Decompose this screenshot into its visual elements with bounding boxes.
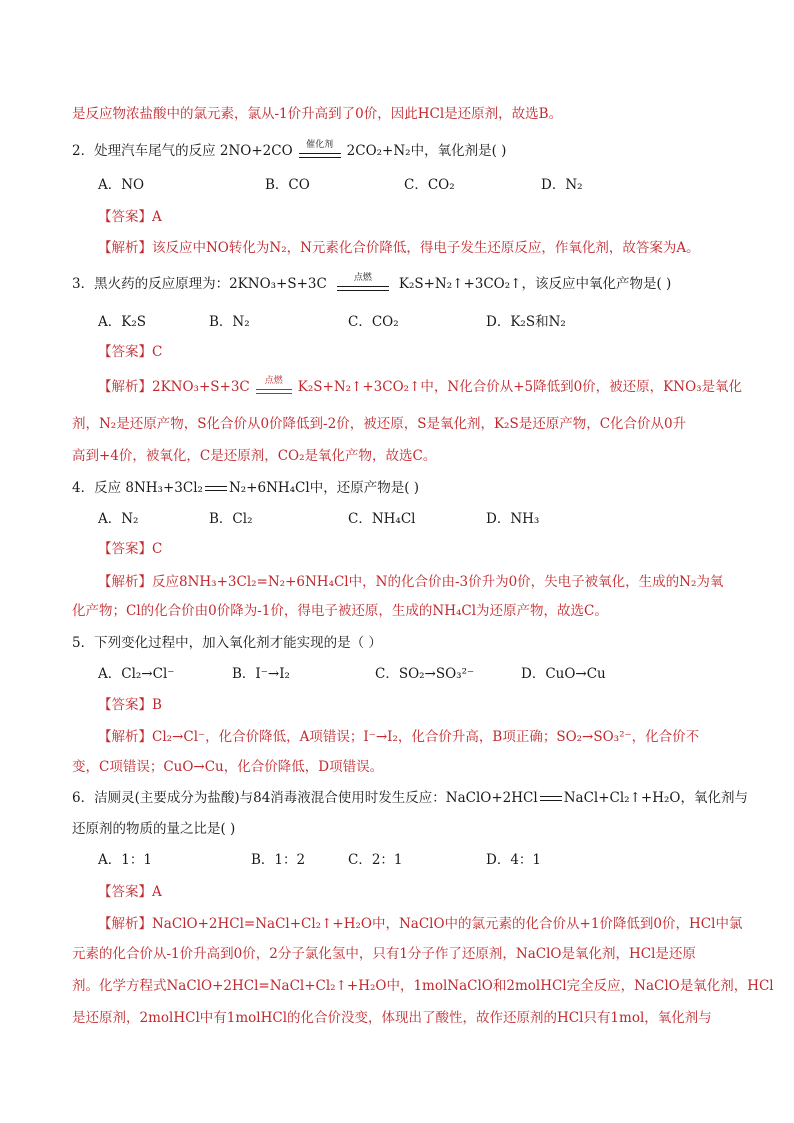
- q3-explanation-line-1: [98, 375, 743, 398]
- q4-explanation-line-2: 化产物；Cl的化合价由0价降为-1价，得电子被还原，生成的NH₄Cl为还原产物，故选C。: [72, 603, 608, 619]
- q6-answer: 【答案】A: [98, 884, 162, 900]
- option-a[interactable]: A．Cl₂→Cl⁻: [98, 666, 175, 682]
- q6-explanation-line-4: 是还原剂，2molHCl中有1molHCl的化合价没变，体现出了酸性，故作还原剂的HCl只有1mol，氧化剂与: [72, 1010, 712, 1026]
- reaction-condition-arrow: [254, 375, 294, 398]
- q2-explanation: 【解析】该反应中NO转化为N₂，N元素化合价降低，得电子发生还原反应，作氧化剂，故答案为A。: [98, 240, 700, 256]
- condition-label: 点燃: [264, 375, 283, 386]
- q3-stem-part-b: K₂S+N₂↑+3CO₂↑，该反应中氧化产物是( ): [398, 276, 672, 292]
- condition-label: 催化剂: [306, 139, 334, 150]
- q6-stem-part-a: 6．洁厕灵(主要成分为盐酸)与84消毒液混合使用时发生反应：NaClO+2HCl: [72, 790, 538, 806]
- option-b[interactable]: B．I⁻→I₂: [232, 666, 290, 682]
- condition-label: 点燃: [353, 272, 372, 283]
- question-6-stem-line-1: [72, 788, 748, 808]
- option-b[interactable]: B．1：2: [251, 852, 306, 868]
- q4-stem-part-b: N₂+6NH₄Cl中，还原产物是( ): [228, 480, 420, 496]
- option-d[interactable]: D．NH₃: [486, 511, 540, 527]
- option-b[interactable]: B．Cl₂: [209, 511, 253, 527]
- q5-explanation-line-2: 变，C项错误；CuO→Cu，化合价降低，D项错误。: [72, 759, 384, 775]
- q5-explanation-line-1: 【解析】Cl₂→Cl⁻，化合价降低，A项错误；I⁻→I₂，化合价升高，B项正确；SO₂→SO₃²⁻，化合价不: [98, 729, 700, 745]
- option-d[interactable]: D．4：1: [486, 852, 542, 868]
- q2-stem-part-b: 2CO₂+N₂中，氧化剂是( ): [346, 143, 507, 159]
- q3-exp-part-b: K₂S+N₂↑+3CO₂↑中，N化合价从+5降低到0价，被还原，KNO₃是氧化: [297, 379, 743, 395]
- intro-text: 是反应物浓盐酸中的氯元素，氯从-1价升高到了0价，因此HCl是还原剂，故选B。: [72, 106, 563, 122]
- q6-explanation-line-2: 元素的化合价从-1价升高到0价，2分子氯化氢中，只有1分子作了还原剂，NaClO是氧化剂，HCl是还原: [72, 946, 696, 962]
- q6-explanation-line-1: 【解析】NaClO+2HCl=NaCl+Cl₂↑+H₂O中，NaClO中的氯元素的化合价从+1价降低到0价，HCl中氯: [98, 916, 743, 932]
- option-c[interactable]: C．SO₂→SO₃²⁻: [375, 666, 475, 682]
- equals-sign: [205, 486, 227, 491]
- option-a[interactable]: A．1：1: [98, 852, 152, 868]
- q2-answer: 【答案】A: [98, 209, 162, 225]
- q5-answer: 【答案】B: [98, 697, 162, 713]
- option-c[interactable]: C．CO₂: [348, 314, 399, 330]
- option-a[interactable]: A．N₂: [98, 511, 139, 527]
- option-c[interactable]: C．CO₂: [404, 177, 455, 193]
- option-c[interactable]: C．2：1: [348, 852, 403, 868]
- question-4-stem: [72, 478, 732, 498]
- option-a[interactable]: A．K₂S: [98, 314, 146, 330]
- option-d[interactable]: D．CuO→Cu: [521, 666, 606, 682]
- q3-explanation-line-3: 高到+4价，被氧化，C是还原剂，CO₂是氧化产物，故选C。: [72, 448, 437, 464]
- option-d[interactable]: D．N₂: [541, 177, 583, 193]
- option-b[interactable]: B．CO: [265, 177, 310, 193]
- option-a[interactable]: A．NO: [98, 177, 145, 193]
- q3-stem-part-a: 3．黑火药的反应原理为：2KNO₃+S+3C: [72, 276, 327, 292]
- option-b[interactable]: B．N₂: [209, 314, 250, 330]
- q3-explanation-line-2: 剂，N₂是还原产物，S化合价从0价降低到-2价，被还原，S是氧化剂，K₂S是还原产物，C化合价从0升: [72, 416, 687, 432]
- q3-exp-part-a: 【解析】2KNO₃+S+3C: [98, 379, 250, 395]
- option-d[interactable]: D．K₂S和N₂: [486, 314, 566, 330]
- q2-stem-part-a: 2．处理汽车尾气的反应 2NO+2CO: [72, 143, 293, 159]
- question-5-stem: 5．下列变化过程中，加入氧化剂才能实现的是（ ）: [72, 635, 382, 651]
- q6-stem-part-b: NaCl+Cl₂↑+H₂O，氧化剂与: [563, 790, 748, 806]
- question-3-stem: [72, 274, 732, 295]
- q6-explanation-line-3: 剂。化学方程式NaClO+2HCl=NaCl+Cl₂↑+H₂O中，1molNaClO和2molHCl完全反应，NaClO是氧化剂，HCl: [72, 978, 774, 994]
- q4-stem-part-a: 4．反应 8NH₃+3Cl₂: [72, 480, 203, 496]
- reaction-condition-arrow: [335, 272, 391, 295]
- q4-explanation-line-1: 【解析】反应8NH₃+3Cl₂=N₂+6NH₄Cl中，N的化合价由-3价升为0价，失电子被氧化，生成的N₂为氧: [98, 574, 724, 590]
- reaction-condition-arrow: [297, 139, 343, 162]
- q3-answer: 【答案】C: [98, 344, 163, 360]
- equals-sign: [540, 796, 562, 801]
- question-2-stem: [72, 141, 732, 162]
- q4-answer: 【答案】C: [98, 541, 163, 557]
- option-c[interactable]: C．NH₄Cl: [348, 511, 416, 527]
- question-6-stem-line-2: 还原剂的物质的量之比是( ): [72, 821, 236, 837]
